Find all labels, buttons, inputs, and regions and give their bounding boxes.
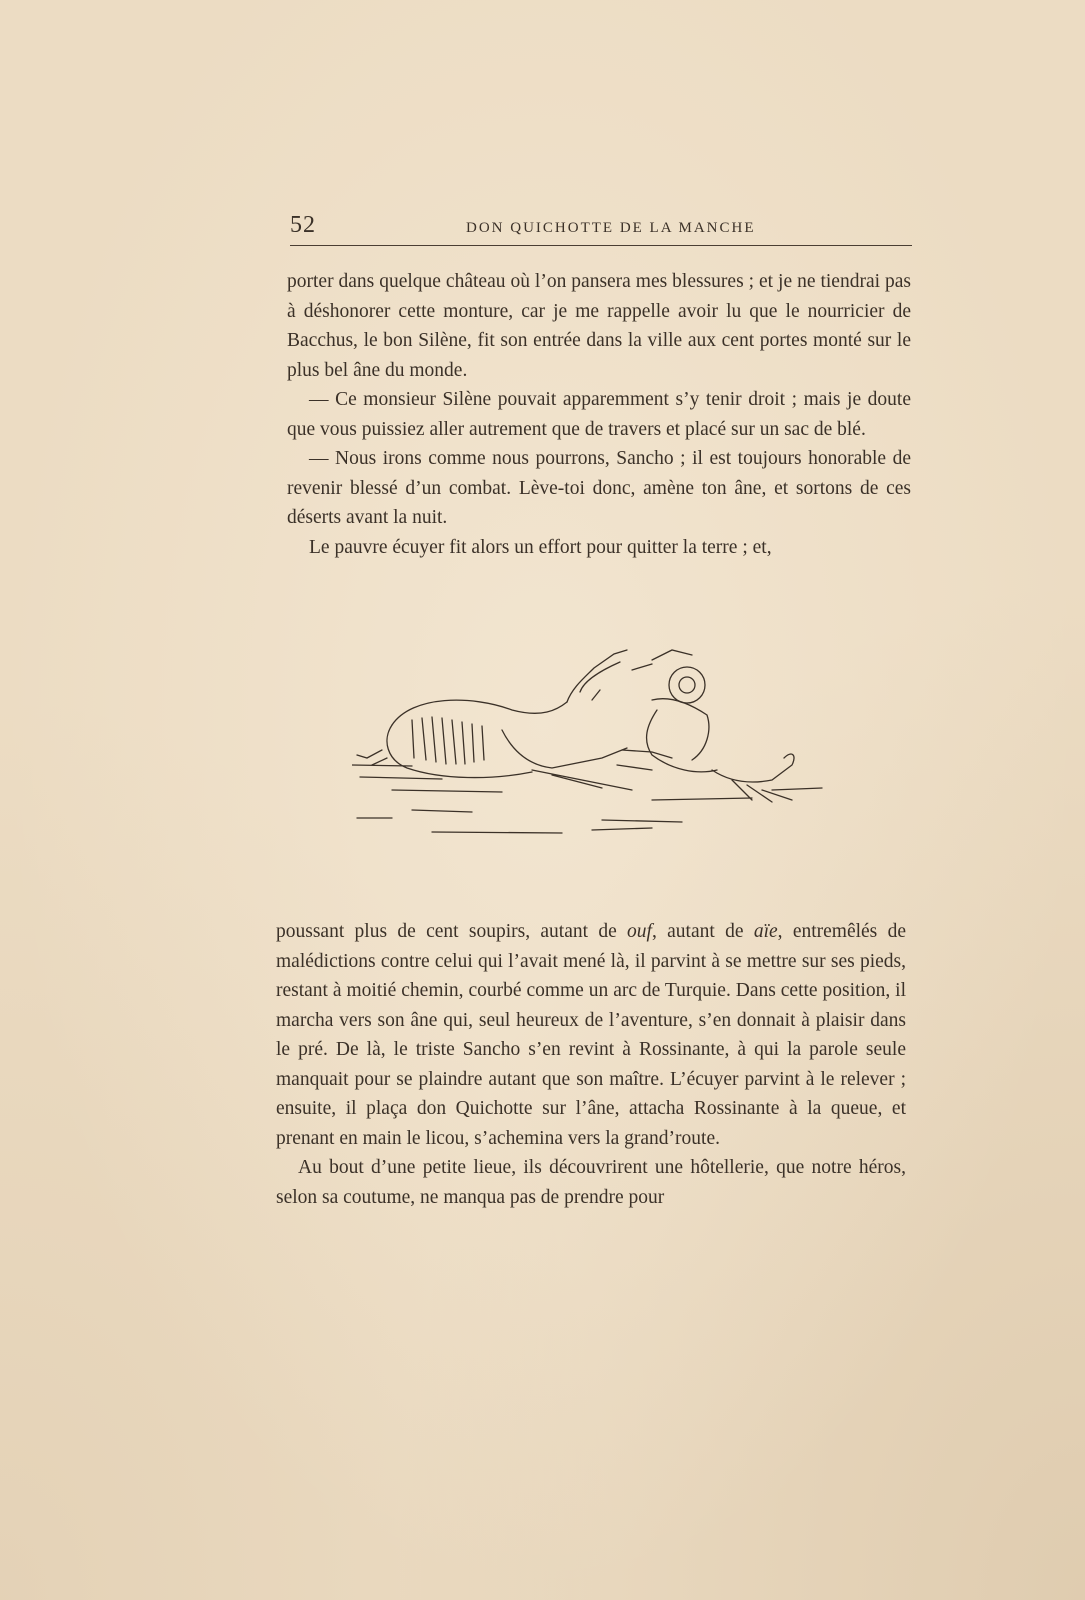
paragraph — [276, 917, 906, 1153]
horse-figure — [357, 650, 632, 790]
rider-figure — [617, 650, 794, 802]
running-title: DON QUICHOTTE DE LA MANCHE — [466, 220, 756, 236]
paragraph: Le pauvre écuyer fit alors un effort pour quitter la terre ; et, — [309, 536, 772, 558]
running-head — [288, 212, 910, 242]
text-run: poussant plus de cent soupirs, autant de — [276, 921, 628, 942]
page-number: 52 — [290, 212, 316, 238]
paragraph: — Ce monsieur Silène pouvait apparemment s’y tenir droit ; mais je doute que vous puissiez aller autrement que de travers et placé sur un sac de blé. — [287, 389, 911, 440]
text-run: , autant de — [651, 921, 754, 942]
italic-word: ouf — [627, 921, 652, 942]
header-rule — [290, 245, 912, 246]
text-run: , entremêlés de malédictions contre celui qui l’avait mené là, il parvint à se mettre sur ses pieds, restant à moitié chemin, courbé comme un arc de Turquie. Dans cette position, il marcha vers son âne qui, seul heureux de l’aventure, s’en donnait à plaisir dans le pré. De là, le triste Sancho s’en revint à Rossinante, à qui la parole seule manquait pour se plaindre autant que son maître. L’écuyer parvint à le relever ; ensuite, il plaça don Quichotte sur l’âne, attacha Rossinante à la queue, et prenant en main le licou, s’achemina vers la grand’route. — [276, 921, 906, 1149]
text-block-bottom — [276, 917, 906, 1212]
paragraph: porter dans quelque château où l’on pansera mes blessures ; et je ne tiendrai pas à déshonorer cette monture, car je me rappelle avoir lu que le nourricier de Bacchus, le bon Silène, fit son entrée dans la ville aux cent portes monté sur le plus bel âne du monde. — [287, 271, 911, 381]
paragraph: Au bout d’une petite lieue, ils découvrirent une hôtellerie, que notre héros, selon sa coutume, ne manqua pas de prendre pour — [276, 1157, 906, 1208]
text-block-top — [287, 267, 911, 562]
paragraph: — Nous irons comme nous pourrons, Sancho ; il est toujours honorable de revenir blessé d’un combat. Lève-toi donc, amène ton âne, et sortons de ces déserts avant la nuit. — [287, 448, 911, 528]
italic-word: aïe — [753, 921, 778, 942]
engraving-illustration — [352, 640, 842, 870]
